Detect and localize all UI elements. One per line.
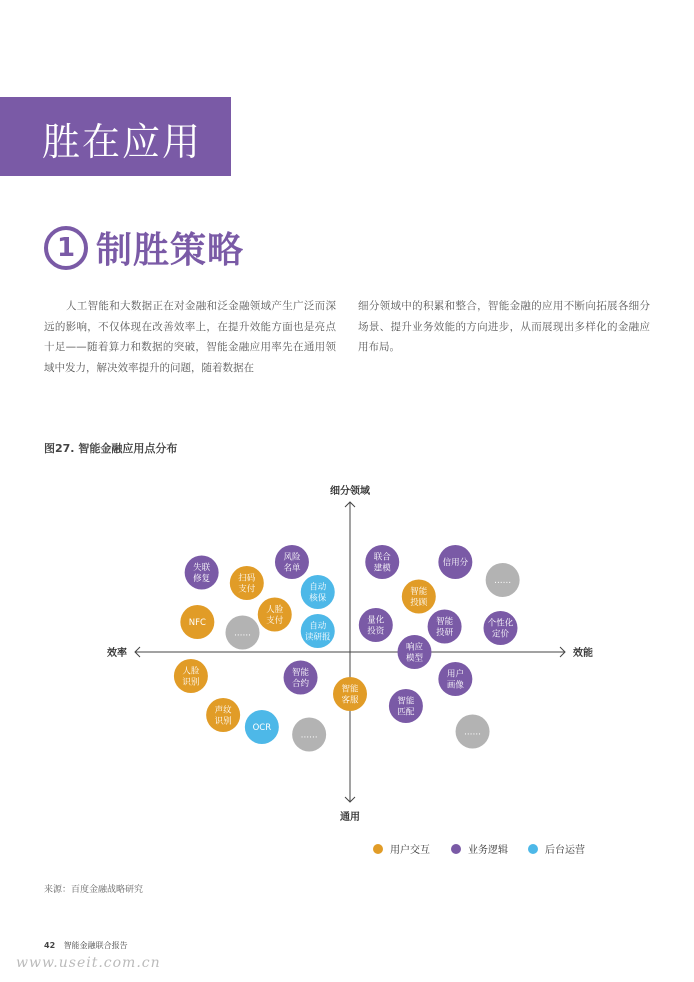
- bubble-label-6-0: 人脸: [266, 605, 284, 615]
- bubble-label-9-1: 合约: [292, 679, 310, 689]
- bubble-label-19-0: 个性化: [487, 618, 514, 629]
- chapter-title: 胜在应用: [42, 120, 203, 164]
- bubble-label-4-0: NFC: [188, 618, 206, 628]
- axis-label-bottom: 通用: [340, 812, 360, 823]
- bubble-label-23-0: 智能: [397, 696, 415, 707]
- legend-label-user: 用户交互: [390, 845, 430, 856]
- bubble-label-10-0: 声纹: [214, 705, 232, 716]
- bubble-label-8-0: 人脸: [182, 666, 200, 677]
- bubble-label-21-1: 画像: [446, 680, 464, 691]
- body-paragraph-left: 人工智能和大数据正在对金融和泛金融领域产生广泛而深远的影响，不仅体现在改善效率上，在提升效能方面也是亮点十足——随着算力和数据的突破，智能金融应用率先在通用领域中发力，解决效率提升的问题，随着数据在: [44, 300, 336, 374]
- legend-swatch-ops: [528, 844, 538, 854]
- bubble-label-2-0: 风险: [283, 552, 301, 563]
- bubble-label-9-0: 智能: [292, 668, 310, 678]
- bubble-label-17-1: 投资: [367, 626, 385, 637]
- chapter-banner: [0, 97, 231, 176]
- bubble-label-7-1: 读研报: [304, 632, 331, 643]
- bubble-label-18-0: 智能: [436, 617, 454, 627]
- bubble-label-21-0: 用户: [446, 669, 464, 680]
- bubble-label-16-0: 智能: [410, 587, 428, 597]
- bubble-label-24-0: ……: [464, 727, 482, 738]
- bubble-label-7-0: 自动: [309, 621, 327, 632]
- legend-swatch-user: [373, 844, 383, 854]
- bubble-label-11-0: OCR: [252, 723, 272, 733]
- bubble-label-1-0: 扫码: [238, 573, 256, 584]
- figure-title: 图27. 智能金融应用点分布: [44, 442, 178, 455]
- axis-label-top: 细分领域: [330, 486, 370, 497]
- bubble-label-19-1: 定价: [491, 629, 510, 640]
- bubble-label-8-1: 识别: [182, 677, 200, 688]
- bubble-label-5-0: ……: [234, 628, 251, 639]
- bubble-label-15-0: ……: [494, 576, 512, 586]
- axis-label-left: 效率: [107, 648, 127, 659]
- axis-label-right: 效能: [573, 648, 593, 659]
- bubble-label-23-1: 匹配: [397, 707, 415, 718]
- bubble-label-22-1: 客服: [341, 695, 359, 706]
- bubble-label-10-1: 识别: [214, 716, 232, 727]
- legend-label-ops: 后台运营: [545, 845, 585, 856]
- bubble-label-0-1: 修复: [193, 574, 211, 584]
- bubble-label-2-1: 名单: [283, 563, 301, 574]
- footer-title: 智能金融联合报告: [63, 941, 128, 950]
- legend-label-logic: 业务逻辑: [468, 845, 508, 856]
- bubble-label-17-0: 量化: [367, 615, 385, 626]
- application-distribution-chart: [0, 470, 694, 870]
- bubble-label-20-0: 响应: [405, 642, 424, 653]
- watermark: www.useit.com.cn: [16, 955, 161, 971]
- source-note: 来源：百度金融战略研究: [44, 885, 144, 895]
- page-number: 42: [44, 941, 56, 950]
- bubble-label-3-0: 自动: [309, 582, 327, 593]
- bubble-label-16-1: 投顾: [410, 598, 428, 608]
- bubble-label-13-0: 联合: [373, 552, 391, 563]
- bubble-label-20-1: 模型: [405, 653, 424, 664]
- bubble-label-1-1: 支付: [238, 584, 256, 595]
- bubble-label-0-0: 失联: [193, 563, 211, 573]
- section-title: 制胜策略: [96, 230, 245, 271]
- legend-swatch-logic: [451, 844, 461, 854]
- bubble-label-13-1: 建模: [373, 563, 391, 574]
- bubble-label-18-1: 投研: [436, 628, 454, 638]
- bubble-label-12-0: ……: [300, 730, 318, 741]
- bubble-label-3-1: 核保: [309, 593, 327, 604]
- section-number-badge: 1: [44, 226, 88, 270]
- bubble-label-14-0: 信用分: [442, 558, 469, 568]
- page-footer: [44, 940, 128, 951]
- body-paragraph-right: 细分领域中的积累和整合，智能金融的应用不断向拓展各细分场景、提升业务效能的方向进步，从而展现出多样化的金融应用布局。: [358, 300, 650, 353]
- bubble-label-6-1: 支付: [266, 616, 284, 626]
- bubble-label-22-0: 智能: [341, 684, 359, 695]
